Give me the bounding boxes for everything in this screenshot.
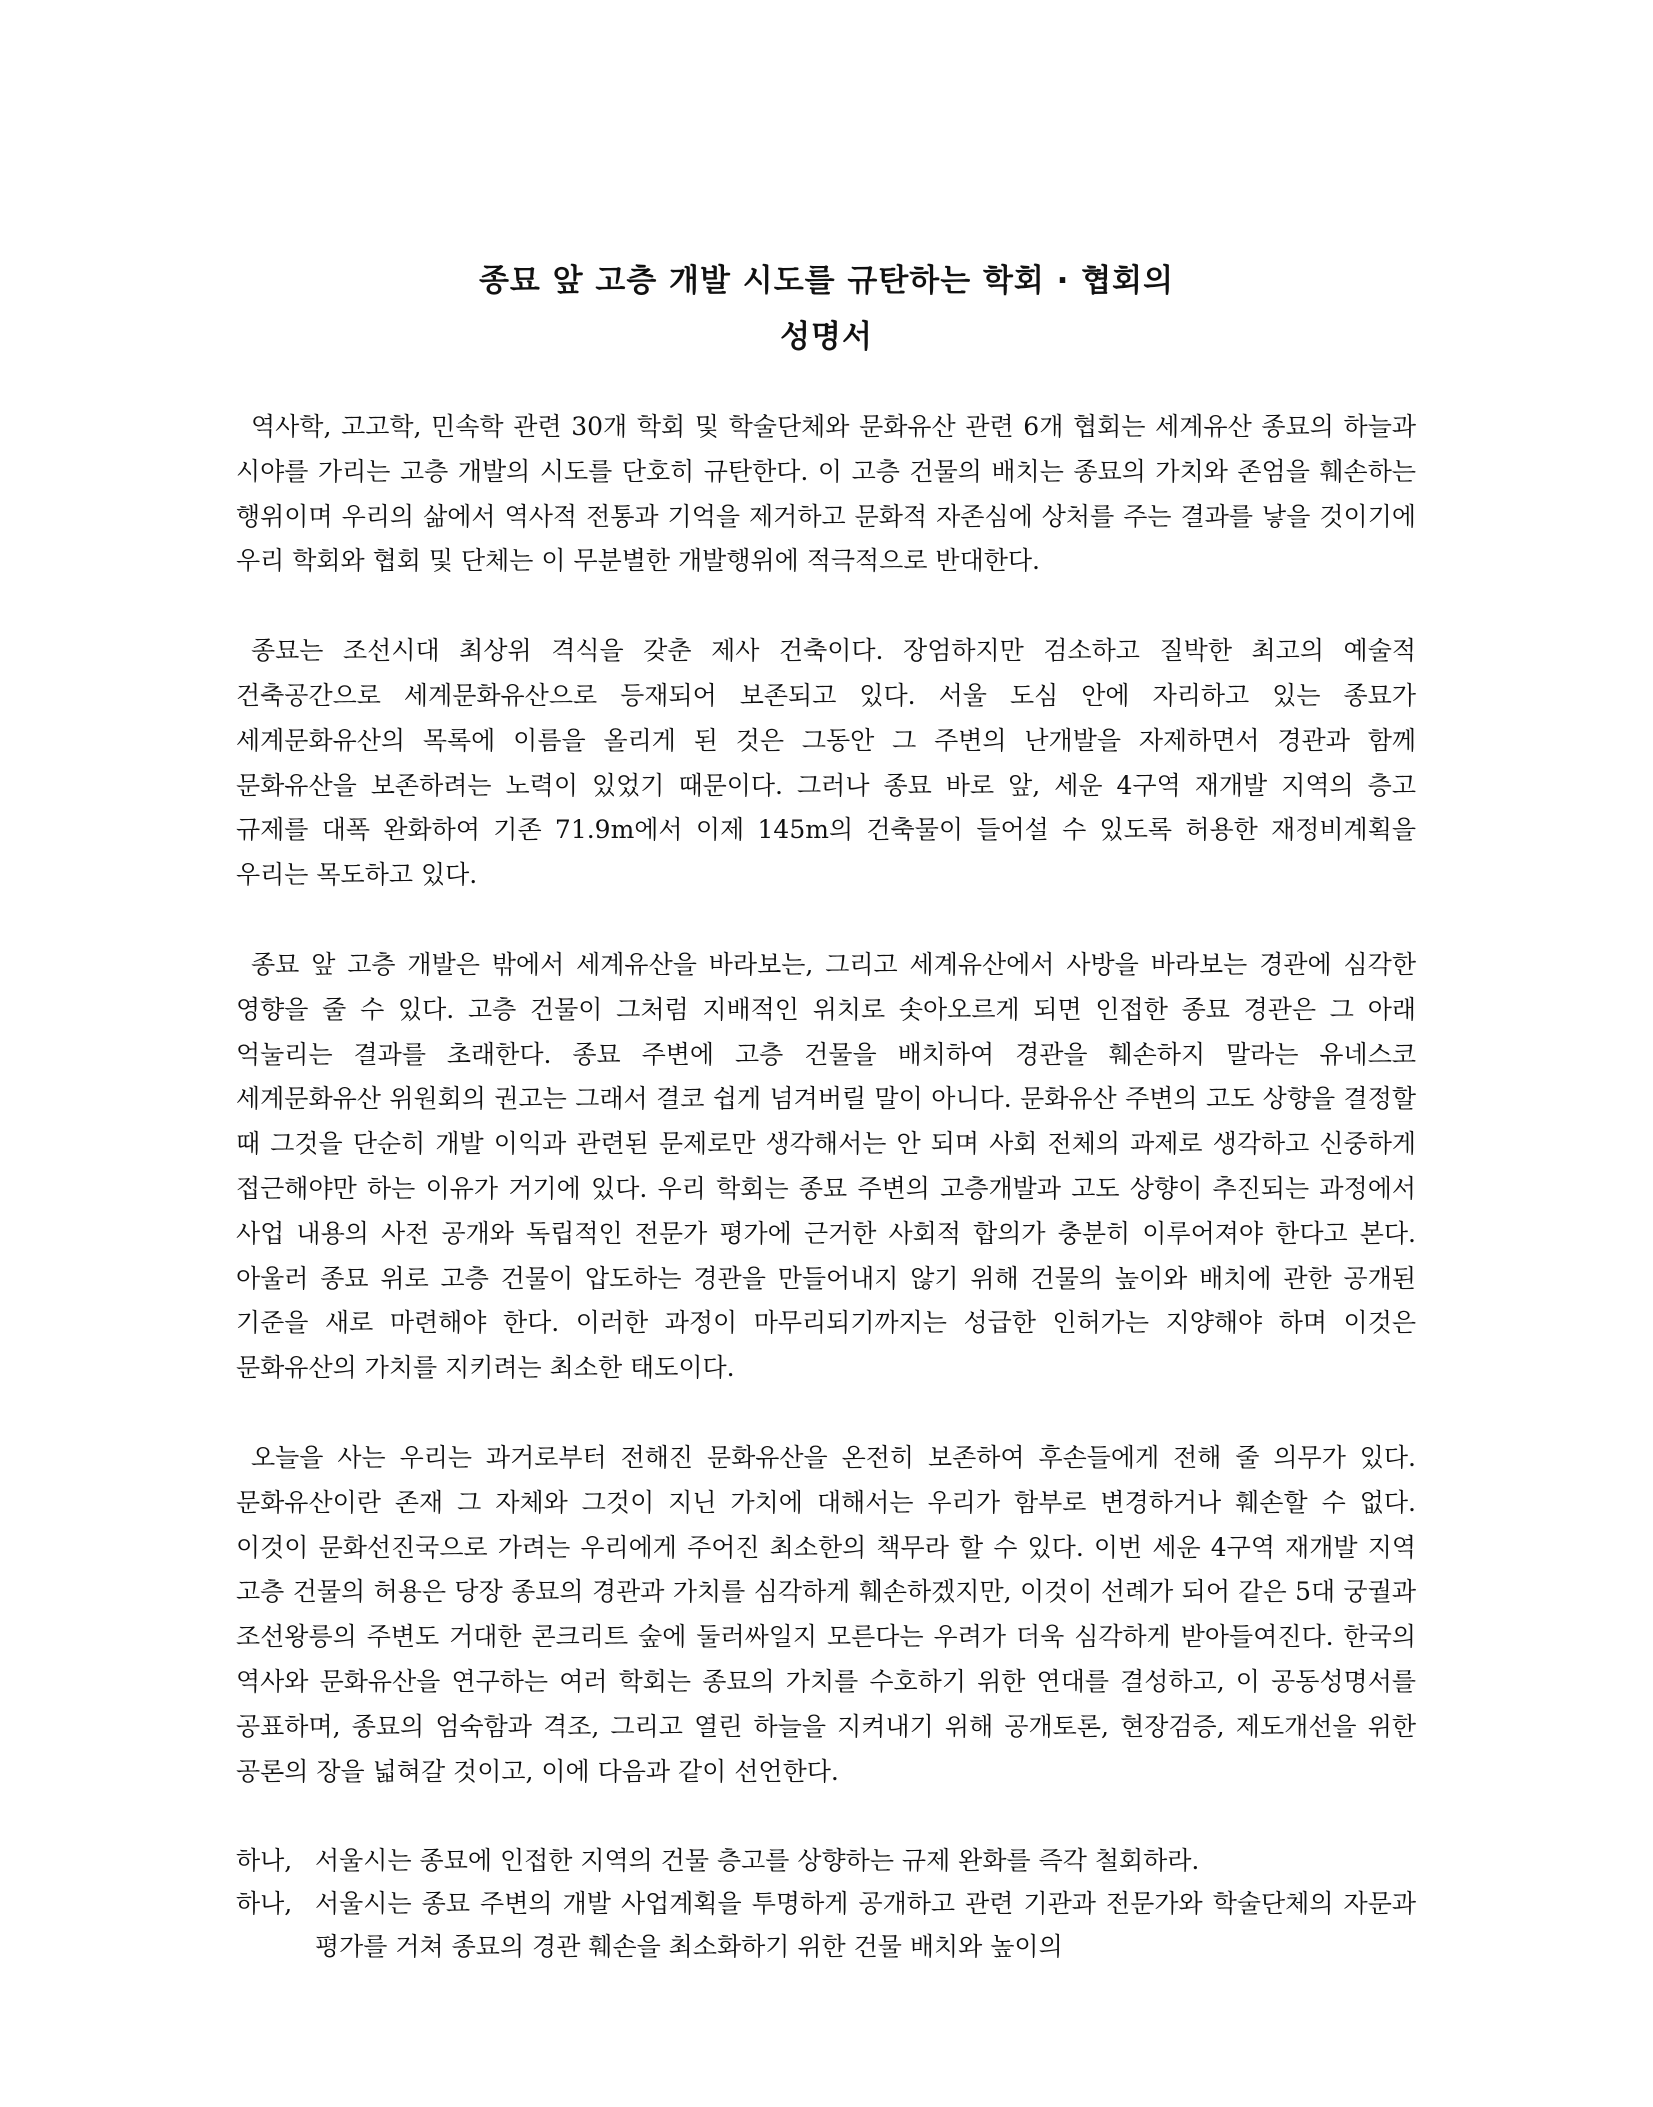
- resolution-lead: 하나,: [236, 1846, 293, 1876]
- statement-title: 종묘 앞 고층 개발 시도를 규탄하는 학회 · 협회의: [478, 263, 1175, 299]
- statement-subtitle: 성명서: [780, 319, 873, 355]
- paragraph-intro: 역사학, 고고학, 민속학 관련 30개 학회 및 학술단체와 문화유산 관련 6개 협회는 세계유산 종묘의 하늘과 시야를 가리는 고층 개발의 시도를 단호히 규탄한다. 이 고층 건물의 배치는 종묘의 가치와 존엄을 훼손하는 행위이며 우리의 삶에서 역사적 전통과 기억을 제거하고 문화적 자존심에 상처를 주는 결과를 낳을 것이기에 우리 학회와 협회 및 단체는 이 무분별한 개발행위에 적극적으로 반대한다.: [236, 412, 1416, 576]
- resolution-item: [236, 1882, 1416, 1968]
- resolution-lead: 하나,: [236, 1889, 293, 1919]
- paragraph-landscape-impact: 종묘 앞 고층 개발은 밖에서 세계유산을 바라보는, 그리고 세계유산에서 사방을 바라보는 경관에 심각한 영향을 줄 수 있다. 고층 건물이 그처럼 지배적인 위치로 솟아오르게 되면 인접한 종묘 경관은 그 아래 억눌리는 결과를 초래한다. 종묘 주변에 고층 건물을 배치하여 경관을 훼손하지 말라는 유네스코 세계문화유산 위원회의 권고는 그래서 결코 쉽게 넘겨버릴 말이 아니다. 문화유산 주변의 고도 상향을 결정할 때 그것을 단순히 개발 이익과 관련된 문제로만 생각해서는 안 되며 사회 전체의 과제로 생각하고 신중하게 접근해야만 하는 이유가 거기에 있다. 우리 학회는 종묘 주변의 고층개발과 고도 상향이 추진되는 과정에서 사업 내용의 사전 공개와 독립적인 전문가 평가에 근거한 사회적 합의가 충분히 이루어져야 한다고 본다. 아울러 종묘 위로 고층 건물이 압도하는 경관을 만들어내지 않기 위해 건물의 높이와 배치에 관한 공개된 기준을 새로 마련해야 한다. 이러한 과정이 마무리되기까지는 성급한 인허가는 지양해야 하며 이것은 문화유산의 가치를 지키려는 최소한 태도이다.: [236, 949, 1416, 1383]
- resolution-item: [236, 1839, 1416, 1882]
- resolution-text: 서울시는 종묘에 인접한 지역의 건물 층고를 상향하는 규제 완화를 즉각 철회하라.: [315, 1846, 1200, 1876]
- statement-body: [236, 405, 1416, 1968]
- paragraph-jongmyo-background: 종묘는 조선시대 최상위 격식을 갖춘 제사 건축이다. 장엄하지만 검소하고 질박한 최고의 예술적 건축공간으로 세계문화유산으로 등재되어 보존되고 있다. 서울 도심 안에 자리하고 있는 종묘가 세계문화유산의 목록에 이름을 올리게 된 것은 그동안 그 주변의 난개발을 자제하면서 경관과 함께 문화유산을 보존하려는 노력이 있었기 때문이다. 그러나 종묘 바로 앞, 세운 4구역 재개발 지역의 층고 규제를 대폭 완화하여 기존 71.9m에서 이제 145m의 건축물이 들어설 수 있도록 허용한 재정비계획을 우리는 목도하고 있다.: [236, 636, 1416, 890]
- paragraph-declaration: 오늘을 사는 우리는 과거로부터 전해진 문화유산을 온전히 보존하여 후손들에게 전해 줄 의무가 있다. 문화유산이란 존재 그 자체와 그것이 지닌 가치에 대해서는 우리가 함부로 변경하거나 훼손할 수 없다. 이것이 문화선진국으로 가려는 우리에게 주어진 최소한의 책무라 할 수 있다. 이번 세운 4구역 재개발 지역 고층 건물의 허용은 당장 종묘의 경관과 가치를 심각하게 훼손하겠지만, 이것이 선례가 되어 같은 5대 궁궐과 조선왕릉의 주변도 거대한 콘크리트 숲에 둘러싸일지 모른다는 우려가 더욱 심각하게 받아들여진다. 한국의 역사와 문화유산을 연구하는 여러 학회는 종묘의 가치를 수호하기 위한 연대를 결성하고, 이 공동성명서를 공표하며, 종묘의 엄숙함과 격조, 그리고 열린 하늘을 지켜내기 위해 공개토론, 현장검증, 제도개선을 위한 공론의 장을 넓혀갈 것이고, 이에 다음과 같이 선언한다.: [236, 1442, 1416, 1786]
- resolution-text: 서울시는 종묘 주변의 개발 사업계획을 투명하게 공개하고 관련 기관과 전문가와 학술단체의 자문과 평가를 거쳐 종묘의 경관 훼손을 최소화하기 위한 건물 배치와 높이의: [315, 1889, 1416, 1962]
